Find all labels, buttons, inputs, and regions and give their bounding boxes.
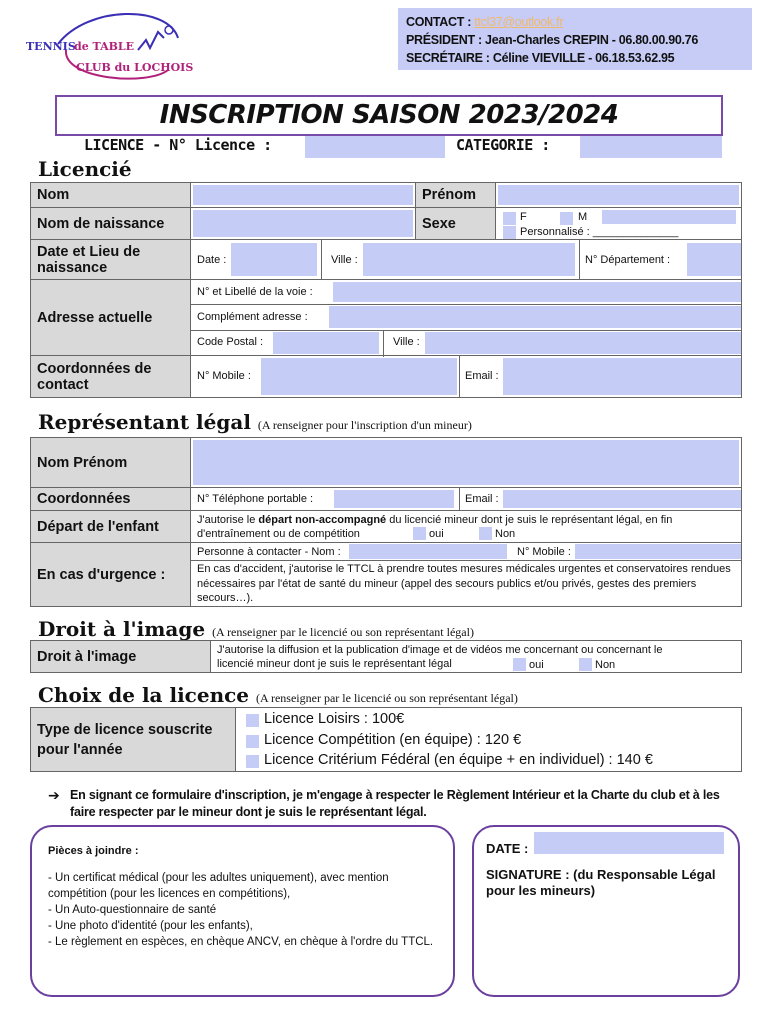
rep-nom-prenom-cell	[191, 438, 742, 488]
ville-field[interactable]	[363, 243, 575, 276]
urg-mobile-label: N° Mobile :	[517, 546, 571, 558]
choix-options-cell	[236, 708, 742, 772]
licence-criterium-label: Licence Critérium Fédéral (en équipe + en individuel) : 140 €	[264, 752, 653, 768]
contact-email-link[interactable]: ttcl37@outlook.fr	[474, 15, 564, 29]
rep-coordonnees-label: Coordonnées	[31, 488, 191, 511]
prenom-cell	[496, 183, 742, 208]
nom-cell	[191, 183, 416, 208]
ville2-field[interactable]	[425, 332, 741, 354]
prenom-field[interactable]	[498, 185, 739, 205]
pieces-title: Pièces à joindre :	[48, 845, 139, 857]
choix-label: Type de licence souscrite pour l'année	[31, 708, 236, 772]
pieces-item: - Le règlement en espèces, en chèque ANCV, en chèque à l'ordre du TTCL.	[48, 936, 434, 948]
choix-title: Choix de la licence	[38, 683, 250, 707]
date-sign-label: DATE :	[486, 841, 529, 856]
droit-note: (A renseigner par le licencié ou son représentant légal)	[212, 625, 474, 639]
personne-label: Personne à contacter - Nom :	[197, 546, 341, 558]
mobile-label: N° Mobile :	[197, 370, 251, 382]
representant-title: Représentant légal	[38, 410, 251, 434]
rep-email-label: Email :	[465, 493, 499, 505]
depart-text-c: du licencié mineur dont je suis le représentant légal, en fin d'entraînement ou de compétition	[197, 513, 673, 540]
divider	[459, 487, 460, 511]
licencie-table	[30, 182, 742, 398]
sexe-m-label: M	[578, 211, 588, 223]
representant-table	[30, 437, 742, 607]
date-label: Date :	[197, 254, 227, 266]
rep-telephone-field[interactable]	[334, 490, 454, 508]
signature-box	[472, 825, 740, 997]
nom-field[interactable]	[193, 185, 413, 205]
secretaire-line: SECRÉTAIRE : Céline VIEVILLE - 06.18.53.62.95	[406, 51, 675, 65]
departement-label: N° Département :	[585, 254, 671, 266]
coordonnees-label: Coordonnées de contact	[31, 356, 191, 398]
personne-field[interactable]	[349, 544, 507, 559]
licence-criterium-checkbox[interactable]	[246, 755, 259, 768]
contact-line	[406, 13, 744, 31]
representant-note: (A renseigner pour l'inscription d'un mineur)	[257, 418, 472, 432]
urgence-text: En cas d'accident, j'autorise le TTCL à prendre toutes mesures médicales urgentes et conservatoires rendues nécessaires par l'état de santé du mineur (appel des secours publics et/ou privés, gestes des premiers secours…).	[197, 563, 731, 604]
droit-non-label: Non	[595, 659, 616, 671]
urgence-label: En cas d'urgence :	[31, 543, 191, 607]
sexe-m-checkbox[interactable]	[560, 212, 573, 225]
complement-label: Complément adresse :	[197, 311, 308, 323]
engagement-text: En signant ce formulaire d'inscription, je m'engage à respecter le Règlement Intérieur et la Charte du club et à les faire respecter par le mineur dont je suis le représentant légal.	[70, 788, 720, 819]
depart-text-b: départ non-accompagné	[258, 513, 387, 526]
date-field[interactable]	[231, 243, 317, 276]
droit-oui-checkbox[interactable]	[513, 658, 526, 671]
logo-club: CLUB du LOCHOIS	[76, 61, 194, 74]
droit-title: Droit à l'image	[38, 617, 206, 641]
categorie-field[interactable]	[580, 136, 722, 158]
mobile-field[interactable]	[261, 358, 457, 395]
licence-loisirs-label: Licence Loisirs : 100€	[264, 711, 405, 727]
rep-nom-prenom-label: Nom Prénom	[31, 438, 191, 488]
arrow-icon: ➔	[48, 787, 60, 803]
pieces-list	[48, 870, 443, 950]
licence-number-label: LICENCE - N° Licence :	[84, 136, 272, 154]
code-postal-field[interactable]	[273, 332, 379, 354]
club-logo	[18, 10, 208, 85]
categorie-label: CATEGORIE :	[456, 136, 550, 154]
urg-mobile-field[interactable]	[575, 544, 741, 559]
depart-non-label: Non	[495, 528, 516, 540]
prenom-label: Prénom	[416, 183, 496, 208]
logo-de-table: de TABLE	[74, 40, 135, 53]
choix-heading	[38, 683, 518, 707]
divider	[579, 239, 580, 280]
divider	[191, 304, 742, 305]
choix-note: (A renseigner par le licencié ou son représentant légal)	[255, 691, 518, 705]
sexe-perso-label: Personnalisé : ______________	[520, 226, 679, 238]
rep-coordonnees-cell	[191, 488, 742, 511]
licencie-heading: Licencié	[38, 157, 132, 181]
rep-email-field[interactable]	[503, 490, 741, 508]
pieces-item: - Un Auto-questionnaire de santé	[48, 904, 217, 916]
coordonnees-cell	[191, 356, 742, 398]
licence-competition-label: Licence Compétition (en équipe) : 120 €	[264, 732, 522, 748]
signature-label: SIGNATURE : (du Responsable Légal pour les mineurs)	[486, 867, 716, 898]
voie-label: N° et Libellé de la voie :	[197, 286, 313, 298]
sexe-label: Sexe	[416, 208, 496, 240]
complement-field[interactable]	[329, 306, 741, 328]
pieces-item: - Une photo d'identité (pour les enfants),	[48, 920, 253, 932]
contact-box	[398, 8, 752, 70]
sexe-cell	[496, 208, 742, 240]
depart-non-checkbox[interactable]	[479, 527, 492, 540]
depart-cell	[191, 511, 742, 543]
divider	[321, 239, 322, 280]
droit-label: Droit à l'image	[31, 641, 211, 673]
voie-field[interactable]	[333, 282, 741, 302]
logo-tennis: TENNIS	[26, 40, 76, 53]
sexe-f-label: F	[520, 211, 527, 223]
depart-oui-checkbox[interactable]	[413, 527, 426, 540]
date-lieu-cell	[191, 240, 742, 280]
sexe-f-checkbox[interactable]	[503, 212, 516, 225]
president-line: PRÉSIDENT : Jean-Charles CREPIN - 06.80.00.90.76	[406, 33, 698, 47]
nom-naissance-cell	[191, 208, 416, 240]
divider	[383, 330, 384, 357]
sexe-perso-field[interactable]	[602, 210, 736, 224]
date-lieu-label: Date et Lieu de naissance	[31, 240, 191, 280]
licence-loisirs-checkbox[interactable]	[246, 714, 259, 727]
rep-nom-prenom-field[interactable]	[193, 440, 739, 485]
divider	[191, 560, 742, 561]
code-postal-label: Code Postal :	[197, 336, 264, 348]
departement-field[interactable]	[687, 243, 741, 276]
email-field[interactable]	[503, 358, 741, 395]
droit-oui-label: oui	[529, 659, 544, 671]
contact-label: CONTACT :	[406, 15, 475, 29]
email-label: Email :	[465, 370, 499, 382]
ville-label: Ville :	[331, 254, 358, 266]
droit-text: J'autorise la diffusion et la publication d'image et de vidéos me concernant ou concernant le licencié mineur dont je suis le représentant légal	[217, 643, 663, 670]
droit-cell	[211, 641, 742, 673]
sexe-perso-checkbox[interactable]	[503, 226, 516, 239]
depart-label: Départ de l'enfant	[31, 511, 191, 543]
droit-non-checkbox[interactable]	[579, 658, 592, 671]
date-sign-field[interactable]	[534, 832, 724, 854]
nom-naissance-field[interactable]	[193, 210, 413, 237]
licence-number-field[interactable]	[305, 136, 445, 158]
pieces-box	[30, 825, 455, 997]
choix-table	[30, 707, 742, 772]
adresse-cell	[191, 280, 742, 356]
nom-naissance-label: Nom de naissance	[31, 208, 191, 240]
divider	[459, 355, 460, 398]
depart-text	[197, 513, 735, 541]
depart-text-a: J'autorise le	[197, 513, 259, 526]
page-title: INSCRIPTION SAISON 2023/2024	[55, 95, 723, 136]
depart-oui-label: oui	[429, 528, 444, 540]
ville2-label: Ville :	[393, 336, 420, 348]
licence-competition-checkbox[interactable]	[246, 735, 259, 748]
droit-heading	[38, 617, 474, 641]
droit-table	[30, 640, 742, 673]
pieces-item: - Un certificat médical (pour les adultes uniquement), avec mention compétition (pour les licences en compétitions),	[48, 872, 389, 900]
urgence-cell	[191, 543, 742, 607]
adresse-label: Adresse actuelle	[31, 280, 191, 356]
representant-heading	[38, 410, 472, 434]
rep-telephone-label: N° Téléphone portable :	[197, 493, 314, 505]
nom-label: Nom	[31, 183, 191, 208]
divider	[191, 330, 742, 331]
